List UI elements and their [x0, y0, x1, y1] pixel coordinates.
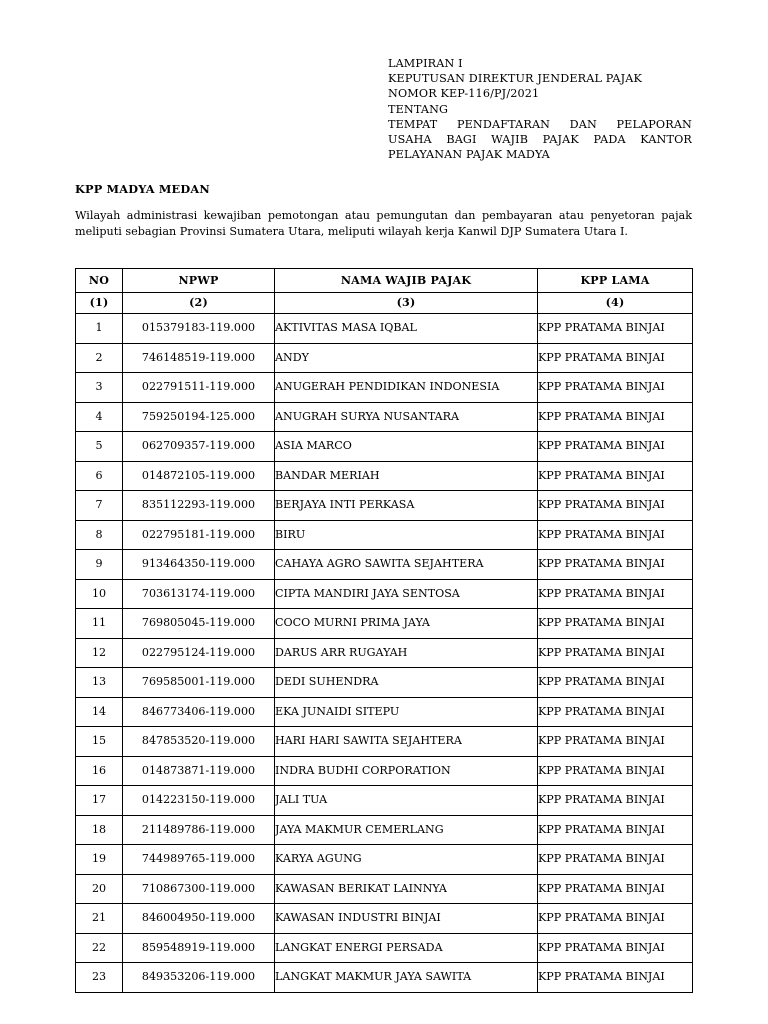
cell-kpp: KPP PRATAMA BINJAI — [538, 461, 693, 491]
column-number-1: (1) — [76, 293, 123, 314]
cell-npwp: 022791511-119.000 — [123, 373, 275, 403]
cell-kpp: KPP PRATAMA BINJAI — [538, 668, 693, 698]
table-row — [76, 373, 693, 403]
table-row — [76, 963, 693, 993]
cell-no: 16 — [76, 756, 123, 786]
cell-kpp: KPP PRATAMA BINJAI — [538, 874, 693, 904]
column-header-kpp: KPP LAMA — [538, 269, 693, 293]
table-row — [76, 550, 693, 580]
cell-no: 6 — [76, 461, 123, 491]
decree-header-block — [388, 56, 692, 162]
cell-nama: HARI HARI SAWITA SEJAHTERA — [275, 727, 538, 757]
cell-nama: BANDAR MERIAH — [275, 461, 538, 491]
cell-kpp: KPP PRATAMA BINJAI — [538, 638, 693, 668]
cell-npwp: 846773406-119.000 — [123, 697, 275, 727]
table-row — [76, 874, 693, 904]
table-row — [76, 904, 693, 934]
table-row — [76, 697, 693, 727]
cell-nama: KAWASAN INDUSTRI BINJAI — [275, 904, 538, 934]
table-row — [76, 343, 693, 373]
cell-npwp: 710867300-119.000 — [123, 874, 275, 904]
table-row — [76, 845, 693, 875]
table-row — [76, 727, 693, 757]
column-header-npwp: NPWP — [123, 269, 275, 293]
cell-nama: LANGKAT MAKMUR JAYA SAWITA — [275, 963, 538, 993]
cell-npwp: 014873871-119.000 — [123, 756, 275, 786]
cell-no: 15 — [76, 727, 123, 757]
table-column-number-row — [76, 293, 693, 314]
cell-npwp: 835112293-119.000 — [123, 491, 275, 521]
cell-npwp: 769805045-119.000 — [123, 609, 275, 639]
cell-nama: CIPTA MANDIRI JAYA SENTOSA — [275, 579, 538, 609]
cell-no: 10 — [76, 579, 123, 609]
cell-nama: EKA JUNAIDI SITEPU — [275, 697, 538, 727]
table-row — [76, 491, 693, 521]
cell-kpp: KPP PRATAMA BINJAI — [538, 609, 693, 639]
cell-npwp: 859548919-119.000 — [123, 933, 275, 963]
table-body — [76, 314, 693, 993]
cell-npwp: 746148519-119.000 — [123, 343, 275, 373]
cell-nama: AKTIVITAS MASA IQBAL — [275, 314, 538, 344]
table-row — [76, 756, 693, 786]
cell-nama: DARUS ARR RUGAYAH — [275, 638, 538, 668]
table-row — [76, 815, 693, 845]
cell-nama: INDRA BUDHI CORPORATION — [275, 756, 538, 786]
cell-npwp: 846004950-119.000 — [123, 904, 275, 934]
decree-subject-line: TEMPAT PENDAFTARAN DAN PELAPORAN — [388, 117, 692, 131]
table-header-row — [76, 269, 693, 293]
cell-no: 13 — [76, 668, 123, 698]
cell-kpp: KPP PRATAMA BINJAI — [538, 491, 693, 521]
table-row — [76, 638, 693, 668]
cell-no: 14 — [76, 697, 123, 727]
cell-kpp: KPP PRATAMA BINJAI — [538, 432, 693, 462]
cell-npwp: 913464350-119.000 — [123, 550, 275, 580]
cell-npwp: 849353206-119.000 — [123, 963, 275, 993]
cell-nama: BERJAYA INTI PERKASA — [275, 491, 538, 521]
cell-kpp: KPP PRATAMA BINJAI — [538, 815, 693, 845]
cell-npwp: 014223150-119.000 — [123, 786, 275, 816]
cell-nama: KARYA AGUNG — [275, 845, 538, 875]
cell-kpp: KPP PRATAMA BINJAI — [538, 845, 693, 875]
column-number-3: (3) — [275, 293, 538, 314]
column-header-nama: NAMA WAJIB PAJAK — [275, 269, 538, 293]
cell-nama: ANUGRAH SURYA NUSANTARA — [275, 402, 538, 432]
table-row — [76, 402, 693, 432]
decree-header-line: KEPUTUSAN DIREKTUR JENDERAL PAJAK — [388, 72, 642, 86]
cell-no: 17 — [76, 786, 123, 816]
cell-npwp: 769585001-119.000 — [123, 668, 275, 698]
cell-kpp: KPP PRATAMA BINJAI — [538, 550, 693, 580]
cell-no: 7 — [76, 491, 123, 521]
cell-nama: LANGKAT ENERGI PERSADA — [275, 933, 538, 963]
taxpayer-table — [75, 268, 693, 993]
table-row — [76, 668, 693, 698]
cell-no: 4 — [76, 402, 123, 432]
cell-no: 11 — [76, 609, 123, 639]
cell-kpp: KPP PRATAMA BINJAI — [538, 579, 693, 609]
cell-nama: KAWASAN BERIKAT LAINNYA — [275, 874, 538, 904]
cell-kpp: KPP PRATAMA BINJAI — [538, 904, 693, 934]
cell-nama: COCO MURNI PRIMA JAYA — [275, 609, 538, 639]
cell-no: 20 — [76, 874, 123, 904]
cell-no: 8 — [76, 520, 123, 550]
cell-no: 22 — [76, 933, 123, 963]
cell-nama: ANDY — [275, 343, 538, 373]
table-row — [76, 579, 693, 609]
office-description: Wilayah administrasi kewajiban pemotongan atau pemungutan dan pembayaran atau penyetoran pajak meliputi sebagian Provinsi Sumatera Utara, meliputi wilayah kerja Kanwil DJP Sumatera Utara I. — [75, 209, 692, 239]
cell-npwp: 703613174-119.000 — [123, 579, 275, 609]
cell-nama: BIRU — [275, 520, 538, 550]
cell-kpp: KPP PRATAMA BINJAI — [538, 697, 693, 727]
cell-kpp: KPP PRATAMA BINJAI — [538, 373, 693, 403]
cell-no: 19 — [76, 845, 123, 875]
cell-no: 5 — [76, 432, 123, 462]
taxpayer-table-wrapper — [75, 268, 692, 993]
table-row — [76, 314, 693, 344]
column-number-2: (2) — [123, 293, 275, 314]
table-row — [76, 461, 693, 491]
cell-npwp: 022795124-119.000 — [123, 638, 275, 668]
decree-subject-line: PELAYANAN PAJAK MADYA — [388, 148, 550, 162]
decree-header-line: NOMOR KEP-116/PJ/2021 — [388, 87, 540, 101]
cell-no: 18 — [76, 815, 123, 845]
table-row — [76, 520, 693, 550]
cell-nama: ASIA MARCO — [275, 432, 538, 462]
cell-kpp: KPP PRATAMA BINJAI — [538, 727, 693, 757]
table-header — [76, 269, 693, 314]
cell-no: 2 — [76, 343, 123, 373]
cell-kpp: KPP PRATAMA BINJAI — [538, 402, 693, 432]
cell-kpp: KPP PRATAMA BINJAI — [538, 933, 693, 963]
cell-nama: JAYA MAKMUR CEMERLANG — [275, 815, 538, 845]
cell-npwp: 211489786-119.000 — [123, 815, 275, 845]
table-row — [76, 609, 693, 639]
cell-kpp: KPP PRATAMA BINJAI — [538, 963, 693, 993]
table-row — [76, 786, 693, 816]
decree-subject-line: USAHA BAGI WAJIB PAJAK PADA KANTOR — [388, 133, 692, 147]
office-title: KPP MADYA MEDAN — [75, 182, 210, 196]
cell-no: 12 — [76, 638, 123, 668]
cell-kpp: KPP PRATAMA BINJAI — [538, 786, 693, 816]
column-header-no: NO — [76, 269, 123, 293]
cell-kpp: KPP PRATAMA BINJAI — [538, 756, 693, 786]
cell-no: 21 — [76, 904, 123, 934]
decree-header-line: LAMPIRAN I — [388, 57, 463, 70]
cell-npwp: 014872105-119.000 — [123, 461, 275, 491]
cell-npwp: 847853520-119.000 — [123, 727, 275, 757]
cell-nama: DEDI SUHENDRA — [275, 668, 538, 698]
decree-header-line: TENTANG — [388, 102, 449, 116]
cell-no: 1 — [76, 314, 123, 344]
cell-no: 3 — [76, 373, 123, 403]
table-row — [76, 432, 693, 462]
cell-kpp: KPP PRATAMA BINJAI — [538, 314, 693, 344]
table-row — [76, 933, 693, 963]
cell-kpp: KPP PRATAMA BINJAI — [538, 520, 693, 550]
cell-nama: JALI TUA — [275, 786, 538, 816]
cell-no: 9 — [76, 550, 123, 580]
cell-no: 23 — [76, 963, 123, 993]
cell-kpp: KPP PRATAMA BINJAI — [538, 343, 693, 373]
cell-npwp: 062709357-119.000 — [123, 432, 275, 462]
cell-nama: ANUGERAH PENDIDIKAN INDONESIA — [275, 373, 538, 403]
cell-npwp: 759250194-125.000 — [123, 402, 275, 432]
cell-npwp: 744989765-119.000 — [123, 845, 275, 875]
column-number-4: (4) — [538, 293, 693, 314]
cell-npwp: 022795181-119.000 — [123, 520, 275, 550]
cell-nama: CAHAYA AGRO SAWITA SEJAHTERA — [275, 550, 538, 580]
cell-npwp: 015379183-119.000 — [123, 314, 275, 344]
